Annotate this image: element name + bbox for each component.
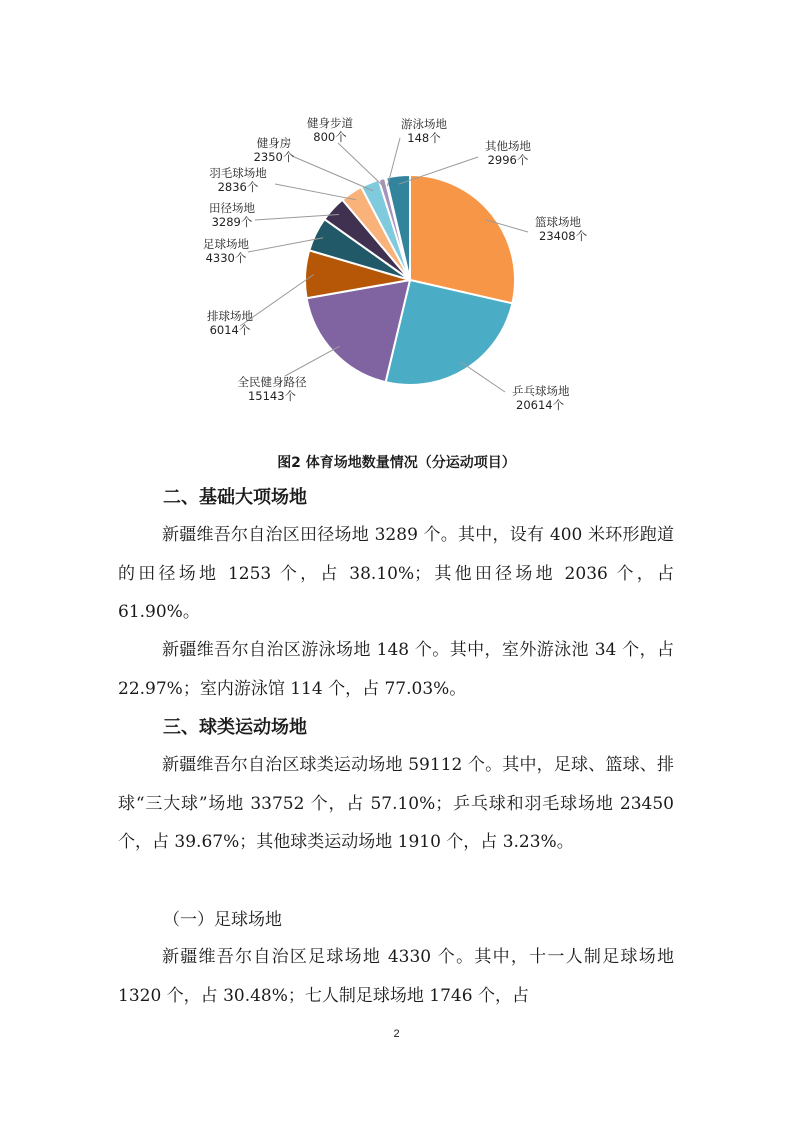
slice-name-label-3: 全民健身路径 — [237, 375, 307, 389]
slice-value-label-5: 4330个 — [205, 251, 247, 265]
slice-value-label-9: 800个 — [313, 130, 347, 144]
slice-value-label-8: 2350个 — [253, 150, 295, 164]
slice-name-label-1: 篮球场地 — [535, 215, 581, 229]
slice-value-label-1: 23408个 — [539, 229, 588, 243]
slice-value-label-10: 148个 — [407, 131, 441, 145]
leader-line-2 — [461, 362, 505, 392]
leader-line-9 — [338, 143, 384, 187]
leader-line-7 — [275, 184, 356, 200]
slice-name-label-2: 乒乓球场地 — [512, 384, 570, 398]
leader-line-3 — [285, 346, 340, 376]
subsection-heading-football: （一）足球场地 — [163, 910, 282, 930]
paragraph-football: 新疆维吾尔自治区足球场地 4330 个。其中，十一人制足球场地 1320 个，占 30.48%；七人制足球场地 1746 个，占 — [118, 947, 674, 1006]
slice-value-label-11: 2996个 — [487, 153, 529, 167]
slice-value-label-6: 3289个 — [211, 215, 253, 229]
slice-value-label-3: 15143个 — [247, 389, 297, 403]
slice-value-label-2: 20614个 — [516, 398, 565, 412]
slice-value-label-7: 2836个 — [217, 180, 259, 194]
slice-name-label-7: 羽毛球场地 — [209, 166, 267, 180]
slice-value-label-4: 6014个 — [209, 323, 251, 337]
section-heading-ball-venues: 三、球类运动场地 — [163, 717, 307, 738]
slice-name-label-5: 足球场地 — [203, 237, 249, 251]
leader-line-8 — [292, 156, 373, 191]
pie-chart — [0, 100, 793, 440]
paragraph-track-field: 新疆维吾尔自治区田径场地 3289 个。其中，设有 400 米环形跑道的田径场地 1253 个，占 38.10%；其他田径场地 2036 个，占 61.90%。 — [118, 525, 674, 622]
slice-name-label-8: 健身房 — [256, 136, 292, 150]
paragraph-swimming: 新疆维吾尔自治区游泳场地 148 个。其中，室外游泳池 34 个，占 22.97%；室内游泳馆 114 个，占 77.03%。 — [118, 640, 674, 699]
section-heading-basic-venues: 二、基础大项场地 — [163, 487, 307, 508]
page-number: 2 — [393, 1028, 400, 1040]
slice-name-label-4: 排球场地 — [207, 309, 253, 323]
chart-caption: 图2 体育场地数量情况（分运动项目） — [277, 455, 516, 471]
paragraph-ball-venues: 新疆维吾尔自治区球类运动场地 59112 个。其中，足球、篮球、排球“三大球”场地 33752 个，占 57.10%；乒乓球和羽毛球场地 23450 个，占 39.67%；其他球类运动场地 1910 个，占 3.23%。 — [118, 755, 674, 852]
slice-name-label-11: 其他场地 — [485, 139, 531, 153]
slice-name-label-10: 游泳场地 — [401, 117, 447, 131]
slice-name-label-9: 健身步道 — [307, 116, 353, 130]
slice-name-label-6: 田径场地 — [209, 201, 255, 215]
